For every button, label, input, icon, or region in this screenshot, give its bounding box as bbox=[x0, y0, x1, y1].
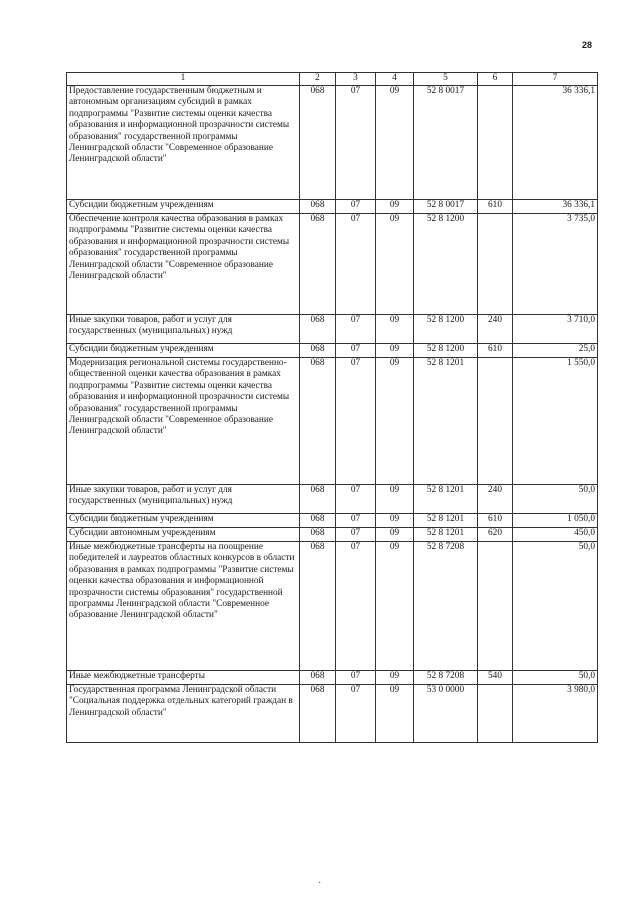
row-name: Субсидии бюджетным учреждениям bbox=[67, 200, 300, 214]
row-amount: 450,0 bbox=[513, 528, 598, 542]
table-row bbox=[67, 214, 598, 315]
row-name: Субсидии бюджетным учреждениям bbox=[67, 514, 300, 528]
row-subsection: 09 bbox=[376, 86, 414, 200]
row-target-article: 52 8 1200 bbox=[414, 344, 478, 358]
row-ministry-code: 068 bbox=[300, 514, 336, 528]
row-name: Предоставление государственным бюджетным и автономным организациям субсидий в рамках подпрограммы "Развитие системы оценки качества образования и информационной прозрачности системы образования" государственной программы Ленинградской области "Современное образование Ленинградской области" bbox=[67, 86, 300, 200]
row-target-article: 52 8 0017 bbox=[414, 200, 478, 214]
row-subsection: 09 bbox=[376, 514, 414, 528]
row-section: 07 bbox=[336, 514, 376, 528]
footer-mark: · bbox=[318, 878, 322, 889]
row-ministry-code: 068 bbox=[300, 214, 336, 315]
header-col-3: 3 bbox=[336, 73, 376, 86]
row-name: Обеспечение контроля качества образования в рамках подпрограммы "Развитие системы оценки качества образования и информационной прозрачности системы образования" государственной программы Ленинградской области "Современное образование Ленинградской области" bbox=[67, 214, 300, 315]
row-ministry-code: 068 bbox=[300, 200, 336, 214]
table-row bbox=[67, 200, 598, 214]
row-name: Иные закупки товаров, работ и услуг для государственных (муниципальных) нужд bbox=[67, 315, 300, 344]
row-ministry-code: 068 bbox=[300, 315, 336, 344]
header-col-1: 1 bbox=[67, 73, 300, 86]
row-section: 07 bbox=[336, 528, 376, 542]
row-expense-type: 610 bbox=[478, 344, 513, 358]
header-col-2: 2 bbox=[300, 73, 336, 86]
row-amount: 1 550,0 bbox=[513, 358, 598, 485]
row-section: 07 bbox=[336, 485, 376, 514]
row-subsection: 09 bbox=[376, 671, 414, 685]
row-ministry-code: 068 bbox=[300, 671, 336, 685]
row-subsection: 09 bbox=[376, 214, 414, 315]
row-ministry-code: 068 bbox=[300, 344, 336, 358]
row-subsection: 09 bbox=[376, 200, 414, 214]
budget-table bbox=[66, 72, 598, 743]
row-amount: 36 336,1 bbox=[513, 86, 598, 200]
row-expense-type: 620 bbox=[478, 528, 513, 542]
row-ministry-code: 068 bbox=[300, 86, 336, 200]
table-row bbox=[67, 358, 598, 485]
table-row bbox=[67, 86, 598, 200]
row-ministry-code: 068 bbox=[300, 358, 336, 485]
table-row bbox=[67, 542, 598, 671]
row-section: 07 bbox=[336, 671, 376, 685]
row-section: 07 bbox=[336, 214, 376, 315]
row-name: Государственная программа Ленинградской области "Социальная поддержка отдельных категорий граждан в Ленинградской области" bbox=[67, 685, 300, 743]
row-section: 07 bbox=[336, 344, 376, 358]
row-subsection: 09 bbox=[376, 358, 414, 485]
row-subsection: 09 bbox=[376, 485, 414, 514]
row-amount: 36 336,1 bbox=[513, 200, 598, 214]
row-name: Субсидии бюджетным учреждениям bbox=[67, 344, 300, 358]
row-subsection: 09 bbox=[376, 542, 414, 671]
row-expense-type bbox=[478, 214, 513, 315]
row-subsection: 09 bbox=[376, 685, 414, 743]
header-col-6: 6 bbox=[478, 73, 513, 86]
row-amount: 3 980,0 bbox=[513, 685, 598, 743]
row-expense-type: 540 bbox=[478, 671, 513, 685]
row-section: 07 bbox=[336, 542, 376, 671]
row-subsection: 09 bbox=[376, 315, 414, 344]
row-section: 07 bbox=[336, 685, 376, 743]
table-header-row bbox=[67, 73, 598, 86]
row-target-article: 52 8 1201 bbox=[414, 358, 478, 485]
row-name: Иные закупки товаров, работ и услуг для государственных (муниципальных) нужд bbox=[67, 485, 300, 514]
row-subsection: 09 bbox=[376, 344, 414, 358]
row-target-article: 52 8 1200 bbox=[414, 315, 478, 344]
table-row bbox=[67, 685, 598, 743]
page-number: 28 bbox=[581, 40, 592, 50]
row-section: 07 bbox=[336, 86, 376, 200]
row-expense-type bbox=[478, 86, 513, 200]
row-amount: 25,0 bbox=[513, 344, 598, 358]
row-amount: 3 710,0 bbox=[513, 315, 598, 344]
row-ministry-code: 068 bbox=[300, 485, 336, 514]
row-section: 07 bbox=[336, 358, 376, 485]
row-expense-type bbox=[478, 542, 513, 671]
row-target-article: 52 8 0017 bbox=[414, 86, 478, 200]
row-ministry-code: 068 bbox=[300, 685, 336, 743]
table-row bbox=[67, 671, 598, 685]
row-name: Модернизация региональной системы государственно-общественной оценки качества образования в рамках подпрограммы "Развитие системы оценки качества образования и информационной прозрачности системы образования" государственной программы Ленинградской области "Современное образование Ленинградской области" bbox=[67, 358, 300, 485]
table-row bbox=[67, 528, 598, 542]
row-target-article: 52 8 1201 bbox=[414, 514, 478, 528]
row-target-article: 52 8 1200 bbox=[414, 214, 478, 315]
table-row bbox=[67, 315, 598, 344]
row-amount: 50,0 bbox=[513, 671, 598, 685]
row-expense-type: 240 bbox=[478, 315, 513, 344]
row-expense-type bbox=[478, 685, 513, 743]
row-section: 07 bbox=[336, 200, 376, 214]
row-subsection: 09 bbox=[376, 528, 414, 542]
row-target-article: 52 8 7208 bbox=[414, 671, 478, 685]
row-target-article: 52 8 1201 bbox=[414, 528, 478, 542]
row-name: Иные межбюджетные трансферты на поощрение победителей и лауреатов областных конкурсов в области образования в рамках подпрограммы "Развитие системы оценки качества образования и информационной прозрачности системы образования" государственной программы Ленинградской области "Современное образование Ленинградской области" bbox=[67, 542, 300, 671]
row-amount: 50,0 bbox=[513, 542, 598, 671]
row-expense-type bbox=[478, 358, 513, 485]
row-expense-type: 240 bbox=[478, 485, 513, 514]
row-section: 07 bbox=[336, 315, 376, 344]
table-row bbox=[67, 344, 598, 358]
row-name: Субсидии автономным учреждениям bbox=[67, 528, 300, 542]
row-name: Иные межбюджетные трансферты bbox=[67, 671, 300, 685]
row-target-article: 53 0 0000 bbox=[414, 685, 478, 743]
header-col-4: 4 bbox=[376, 73, 414, 86]
row-target-article: 52 8 1201 bbox=[414, 485, 478, 514]
header-col-5: 5 bbox=[414, 73, 478, 86]
row-expense-type: 610 bbox=[478, 200, 513, 214]
row-ministry-code: 068 bbox=[300, 528, 336, 542]
row-ministry-code: 068 bbox=[300, 542, 336, 671]
row-amount: 1 050,0 bbox=[513, 514, 598, 528]
header-col-7: 7 bbox=[513, 73, 598, 86]
row-amount: 3 735,0 bbox=[513, 214, 598, 315]
table-row bbox=[67, 514, 598, 528]
row-expense-type: 610 bbox=[478, 514, 513, 528]
row-amount: 50,0 bbox=[513, 485, 598, 514]
row-target-article: 52 8 7208 bbox=[414, 542, 478, 671]
table-row bbox=[67, 485, 598, 514]
